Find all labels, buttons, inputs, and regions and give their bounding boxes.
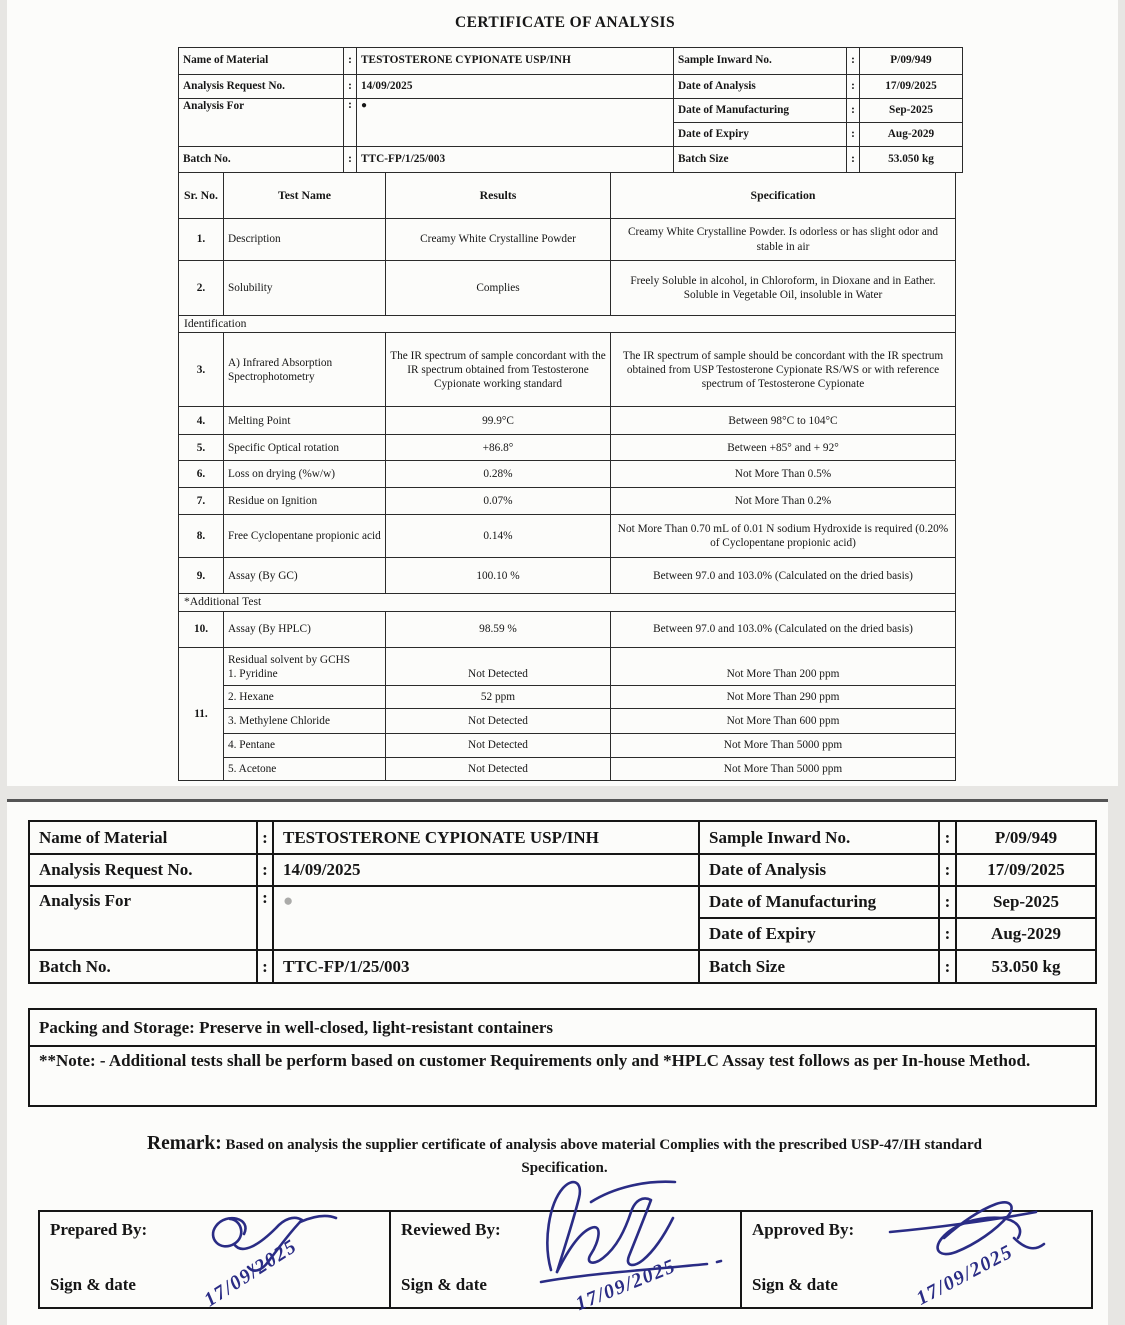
test-spec: Between 97.0 and 103.0% (Calculated on the dried basis) — [611, 611, 956, 647]
test-result: The IR spectrum of sample concordant with the IR spectrum obtained from Testosterone Cypionate working standard — [386, 333, 611, 407]
colon-separator: : — [939, 821, 956, 854]
colon-separator: : — [847, 48, 860, 75]
test-name: Free Cyclopentane propionic acid — [224, 515, 386, 558]
field-value: 14/09/2025 — [273, 854, 699, 886]
test-name: Assay (By HPLC) — [224, 611, 386, 647]
prepared-by-label: Prepared By: — [50, 1220, 148, 1239]
test-spec: Between 97.0 and 103.0% (Calculated on the dried basis) — [611, 558, 956, 594]
table-row — [29, 950, 1096, 983]
sr-no: 7. — [179, 488, 224, 515]
table-row — [179, 435, 956, 461]
signature-cell-prepared — [39, 1211, 390, 1312]
section-identification: Identification — [179, 316, 956, 333]
table-row — [179, 708, 956, 733]
test-result: Not Detected — [386, 733, 611, 757]
colon-separator: : — [344, 99, 357, 147]
table-row — [179, 48, 963, 75]
field-label: Batch No. — [29, 950, 257, 983]
sr-no: 5. — [179, 435, 224, 461]
test-spec: The IR spectrum of sample should be concordant with the IR spectrum obtained from USP Testosterone Cypionate RS/WS or with reference spectrum of Testosterone Cypionate — [611, 333, 956, 407]
test-name: Loss on drying (%w/w) — [224, 461, 386, 488]
field-value: Sep-2025 — [860, 99, 963, 123]
table-row — [39, 1211, 1092, 1308]
signature-cell-approved — [741, 1211, 1092, 1308]
test-name: 5. Acetone — [224, 757, 386, 780]
note-text: **Note: - Additional tests shall be perform based on customer Requirements only and *HPLC Assay test follows as per In-house Method. — [29, 1046, 1096, 1106]
table-row — [179, 733, 956, 757]
field-label: Batch No. — [179, 147, 344, 173]
ink-mark: ● — [357, 99, 674, 147]
sign-date-label: Sign & date — [50, 1275, 136, 1294]
sr-no: 2. — [179, 261, 224, 316]
test-name: Residue on Ignition — [224, 488, 386, 515]
field-label: Name of Material — [179, 48, 344, 75]
field-value: 53.050 kg — [956, 950, 1096, 983]
test-result: 0.14% — [386, 515, 611, 558]
colon-separator: : — [939, 918, 956, 950]
sign-date-label: Sign & date — [401, 1275, 487, 1294]
field-value: 17/09/2025 — [956, 854, 1096, 886]
field-label: Date of Analysis — [674, 75, 847, 99]
packing-storage-text: Packing and Storage: Preserve in well-closed, light-resistant containers — [29, 1009, 1096, 1046]
table-row — [29, 1009, 1096, 1046]
signature-date: 17/09/2025 — [200, 1234, 302, 1312]
test-result: Not Detected — [386, 757, 611, 780]
test-spec: Not More Than 600 ppm — [611, 708, 956, 733]
colon-separator: : — [344, 48, 357, 75]
test-name: Assay (By GC) — [224, 558, 386, 594]
table-row — [179, 147, 963, 173]
field-label: Name of Material — [29, 821, 257, 854]
test-spec: Not More Than 0.5% — [611, 461, 956, 488]
header-table-large — [28, 820, 1097, 984]
colon-separator: : — [257, 854, 273, 886]
test-name: Specific Optical rotation — [224, 435, 386, 461]
field-label: Sample Inward No. — [674, 48, 847, 75]
section-band-row — [179, 594, 956, 611]
field-label: Analysis For — [29, 886, 257, 950]
field-label: Date of Manufacturing — [699, 886, 939, 918]
test-result: +86.8° — [386, 435, 611, 461]
field-label: Analysis Request No. — [29, 854, 257, 886]
test-spec: Not More Than 5000 ppm — [611, 757, 956, 780]
field-value: P/09/949 — [860, 48, 963, 75]
colon-separator: : — [847, 147, 860, 173]
table-row — [179, 333, 956, 407]
test-result: 52 ppm — [386, 685, 611, 708]
header-table-small — [178, 47, 963, 173]
table-row — [179, 647, 956, 685]
test-spec: Freely Soluble in alcohol, in Chloroform, in Dioxane and in Eather. Soluble in Vegetable Oil, insoluble in Water — [611, 261, 956, 316]
table-row — [179, 558, 956, 594]
test-result: 0.07% — [386, 488, 611, 515]
table-row — [179, 488, 956, 515]
residual-group-label: Residual solvent by GCHS — [228, 653, 351, 666]
table-row — [179, 261, 956, 316]
colon-separator: : — [847, 75, 860, 99]
field-label: Date of Expiry — [674, 123, 847, 147]
test-spec: Not More Than 290 ppm — [611, 685, 956, 708]
table-row — [179, 99, 963, 123]
sr-no: 3. — [179, 333, 224, 407]
packing-note-table — [28, 1008, 1097, 1107]
signature-table — [38, 1210, 1093, 1316]
colon-separator: : — [939, 854, 956, 886]
field-label: Date of Manufacturing — [674, 99, 847, 123]
page-zoomed-bottom — [7, 799, 1108, 1325]
table-row — [179, 219, 956, 261]
field-label: Batch Size — [699, 950, 939, 983]
test-result: 99.9°C — [386, 407, 611, 435]
field-label: Analysis For — [179, 99, 344, 147]
field-value: 14/09/2025 — [357, 75, 674, 99]
field-value: P/09/949 — [956, 821, 1096, 854]
sign-date-label: Sign & date — [752, 1275, 838, 1294]
col-header-sr: Sr. No. — [179, 173, 224, 219]
test-spec: Not More Than 5000 ppm — [611, 733, 956, 757]
field-value: TESTOSTERONE CYPIONATE USP/INH — [273, 821, 699, 854]
sr-no: 6. — [179, 461, 224, 488]
ink-mark: ● — [273, 886, 699, 950]
colon-separator: : — [847, 99, 860, 123]
sr-no: 1. — [179, 219, 224, 261]
colon-separator: : — [257, 821, 273, 854]
sr-no: 4. — [179, 407, 224, 435]
field-value: Aug-2029 — [860, 123, 963, 147]
colon-separator: : — [344, 147, 357, 173]
table-row — [179, 611, 956, 647]
col-header-results: Results — [386, 173, 611, 219]
test-spec: Between 98°C to 104°C — [611, 407, 956, 435]
table-row — [179, 515, 956, 558]
remark-text: Based on analysis the supplier certificate of analysis above material Complies with the prescribed USP-47/IH standard — [225, 1137, 982, 1153]
remark-block — [67, 1130, 1062, 1180]
signature-scribble — [531, 1170, 746, 1320]
test-spec: Not More Than 0.2% — [611, 488, 956, 515]
field-value: TESTOSTERONE CYPIONATE USP/INH — [357, 48, 674, 75]
test-spec: Between +85° and + 92° — [611, 435, 956, 461]
test-name: Description — [224, 219, 386, 261]
test-name: 1. Pyridine — [228, 667, 278, 680]
table-row — [179, 685, 956, 708]
test-result: Creamy White Crystalline Powder — [386, 219, 611, 261]
test-spec: Not More Than 200 ppm — [611, 647, 956, 685]
field-value: TTC-FP/1/25/003 — [357, 147, 674, 173]
test-result: Not Detected — [386, 647, 611, 685]
remark-text-line2: Specification. — [521, 1160, 608, 1177]
signature-reviewed — [531, 1170, 746, 1320]
field-value: Sep-2025 — [956, 886, 1096, 918]
test-results-table — [178, 172, 956, 781]
table-row — [179, 757, 956, 780]
table-row — [29, 821, 1096, 854]
test-name: 3. Methylene Chloride — [224, 708, 386, 733]
colon-separator: : — [939, 886, 956, 918]
field-value: 53.050 kg — [860, 147, 963, 173]
field-value: 17/09/2025 — [860, 75, 963, 99]
section-additional-test: *Additional Test — [179, 594, 956, 611]
signature-cell-reviewed — [390, 1211, 741, 1316]
sr-no: 11. — [179, 647, 224, 780]
table-row — [179, 407, 956, 435]
field-label: Batch Size — [674, 147, 847, 173]
table-row — [29, 854, 1096, 886]
section-band-row — [179, 316, 956, 333]
field-label: Date of Analysis — [699, 854, 939, 886]
page-full-certificate — [7, 0, 1118, 786]
colon-separator: : — [939, 950, 956, 983]
colon-separator: : — [257, 886, 273, 950]
signature-date: 17/09/2025 — [912, 1240, 1017, 1310]
test-name: Melting Point — [224, 407, 386, 435]
test-result: Not Detected — [386, 708, 611, 733]
test-result: 100.10 % — [386, 558, 611, 594]
page-title: CERTIFICATE OF ANALYSIS — [455, 14, 675, 31]
colon-separator: : — [344, 75, 357, 99]
field-label: Analysis Request No. — [179, 75, 344, 99]
test-name: Solubility — [224, 261, 386, 316]
col-header-specification: Specification — [611, 173, 956, 219]
col-header-test-name: Test Name — [224, 173, 386, 219]
colon-separator: : — [257, 950, 273, 983]
test-result: Complies — [386, 261, 611, 316]
field-label: Sample Inward No. — [699, 821, 939, 854]
sr-no: 9. — [179, 558, 224, 594]
test-name-group — [224, 647, 386, 685]
test-result: 98.59 % — [386, 611, 611, 647]
table-header-row — [179, 173, 956, 219]
test-result: 0.28% — [386, 461, 611, 488]
test-name: 4. Pentane — [224, 733, 386, 757]
table-row — [179, 461, 956, 488]
reviewed-by-label: Reviewed By: — [401, 1220, 501, 1239]
test-name: 2. Hexane — [224, 685, 386, 708]
field-label: Date of Expiry — [699, 918, 939, 950]
table-row — [179, 75, 963, 99]
table-row — [29, 886, 1096, 918]
field-value: TTC-FP/1/25/003 — [273, 950, 699, 983]
remark-label: Remark: — [146, 1133, 222, 1154]
test-name: A) Infrared Absorption Spectrophotometry — [224, 333, 386, 407]
signature-approved — [882, 1186, 1097, 1316]
signature-scribble — [882, 1186, 1097, 1316]
sr-no: 8. — [179, 515, 224, 558]
sr-no: 10. — [179, 611, 224, 647]
approved-by-label: Approved By: — [752, 1220, 855, 1239]
test-spec: Not More Than 0.70 mL of 0.01 N sodium Hydroxide is required (0.20% of Cyclopentane propionic acid) — [611, 515, 956, 558]
field-value: Aug-2029 — [956, 918, 1096, 950]
test-spec: Creamy White Crystalline Powder. Is odorless or has slight odor and stable in air — [611, 219, 956, 261]
table-row — [29, 1046, 1096, 1106]
colon-separator: : — [847, 123, 860, 147]
signature-date: 17/09/2025 — [572, 1254, 680, 1316]
